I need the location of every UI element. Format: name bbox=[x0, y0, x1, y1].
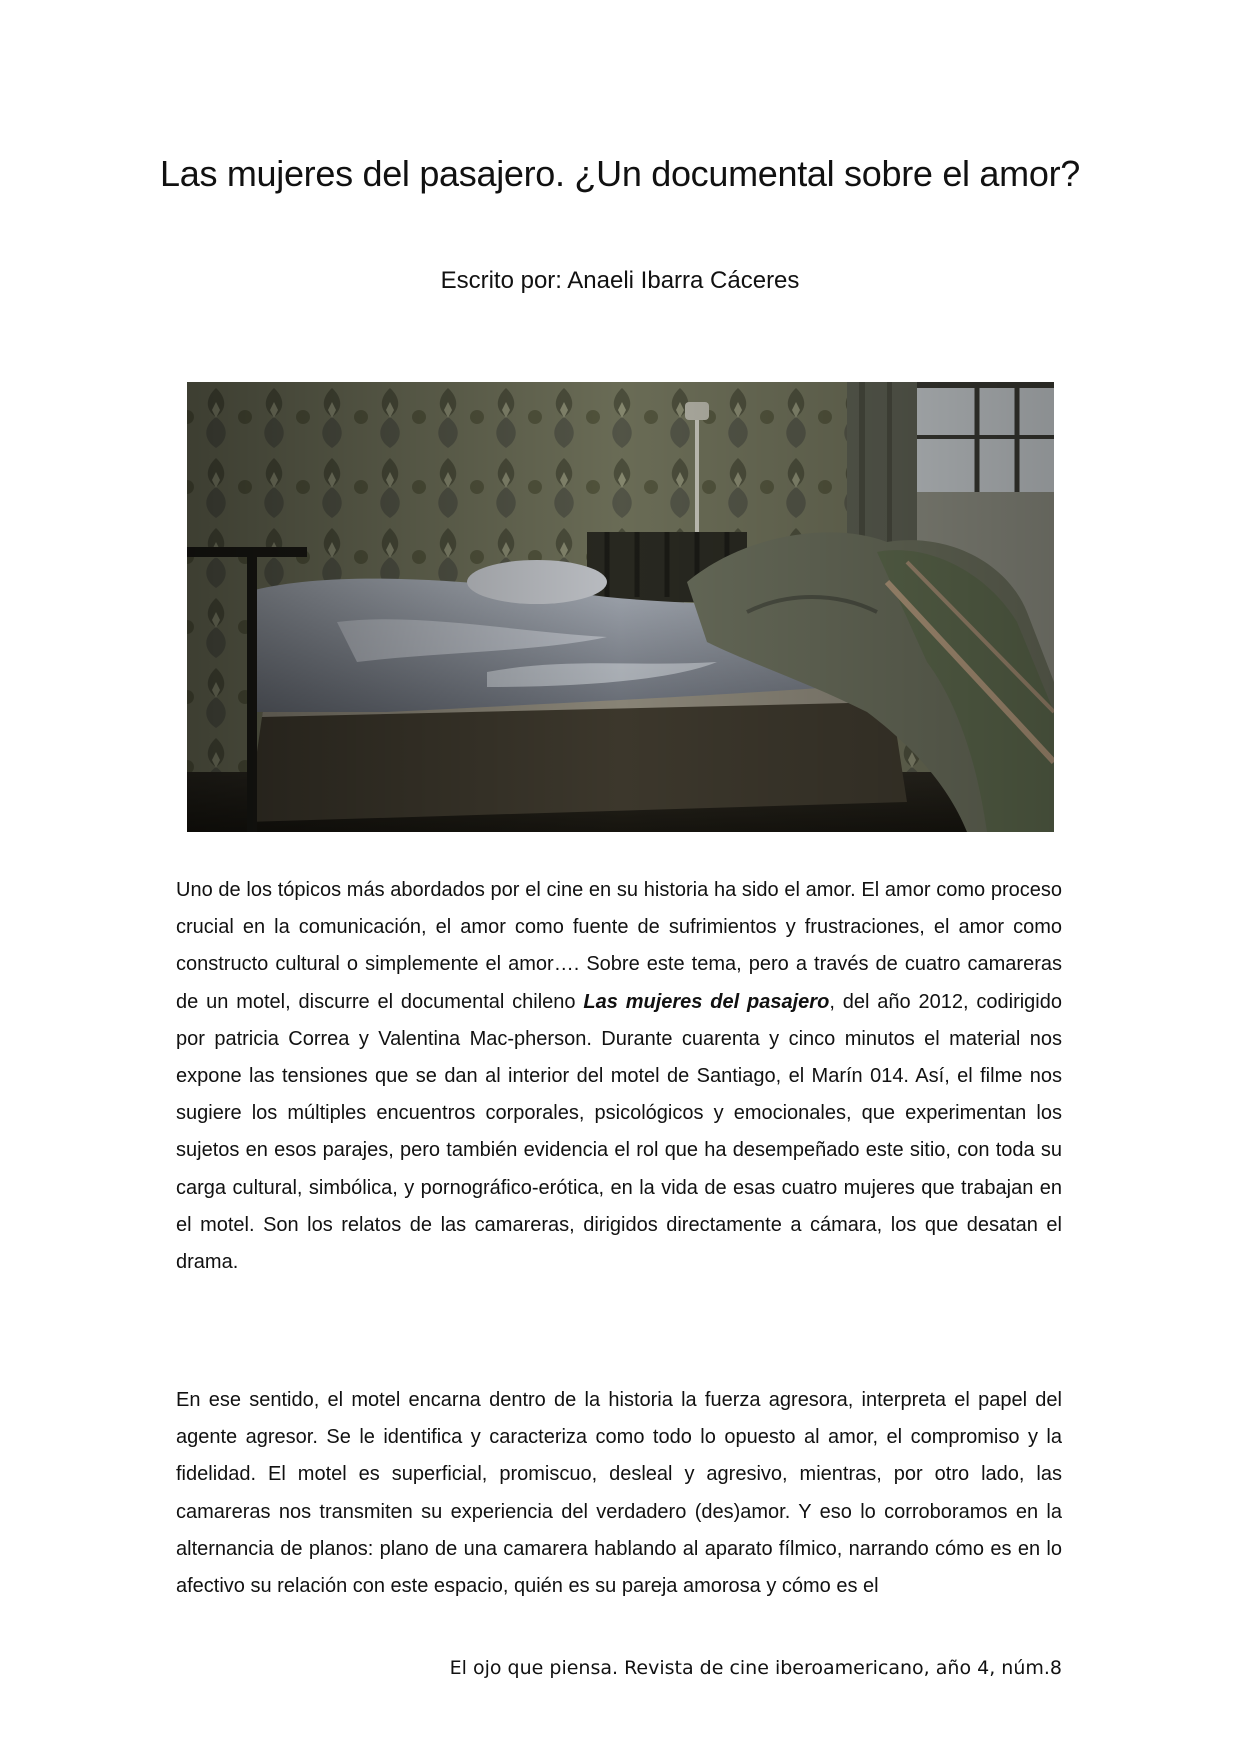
film-still-image bbox=[187, 382, 1054, 832]
byline: Escrito por: Anaeli Ibarra Cáceres bbox=[440, 267, 800, 294]
paragraph-motel: En ese sentido, el motel encarna dentro de la historia la fuerza agresora, interpreta el papel del agente agresor. Se le identifica y caracteriza como todo lo opuesto al amor, el compromiso y la fidelidad. El motel es superficial, promiscuo, desleal y agresivo, mientras, por otro lado, las camareras nos transmiten su experiencia del verdadero (des)amor. Y eso lo corroboramos en la alternancia de planos: plano de una camarera hablando al aparato fílmico, narrando cómo es en lo afectivo su relación con este espacio, quién es su pareja amorosa y cómo es el bbox=[176, 1389, 1062, 1598]
film-title-italic: Las mujeres del pasajero bbox=[583, 990, 830, 1013]
page-footer: El ojo que piensa. Revista de cine iberoamericano, año 4, núm.8 bbox=[449, 1657, 1062, 1679]
page-title: Las mujeres del pasajero. ¿Un documental sobre el amor? bbox=[160, 153, 1080, 194]
paragraph-intro-part2: , del año 2012, codirigido por patricia Correa y Valentina Mac-pherson. Durante cuarenta y cinco minutos el material nos expone las tensiones que se dan al interior del motel de Santiago, el Marín 014. Así, el filme nos sugiere los múltiples encuentros corporales, psicológicos y emocionales, que experimentan los sujetos en esos parajes, pero también evidencia el rol que ha desempeñado este sitio, con toda su carga cultural, simbólica, y pornográfico-erótica, en la vida de esas cuatro mujeres que trabajan en el motel. Son los relatos de las camareras, dirigidos directamente a cámara, los que desatan el drama. bbox=[176, 990, 1062, 1274]
paragraph-intro bbox=[176, 872, 1062, 1281]
paragraph-intro-part1: Uno de los tópicos más abordados por el cine en su historia ha sido el amor. El amor como proceso crucial en la comunicación, el amor como fuente de sufrimientos y frustraciones, el amor como constructo cultural o simplemente el amor…. Sobre este tema, pero a través de cuatro camareras de un motel, discurre el documental chileno bbox=[176, 879, 1062, 1013]
